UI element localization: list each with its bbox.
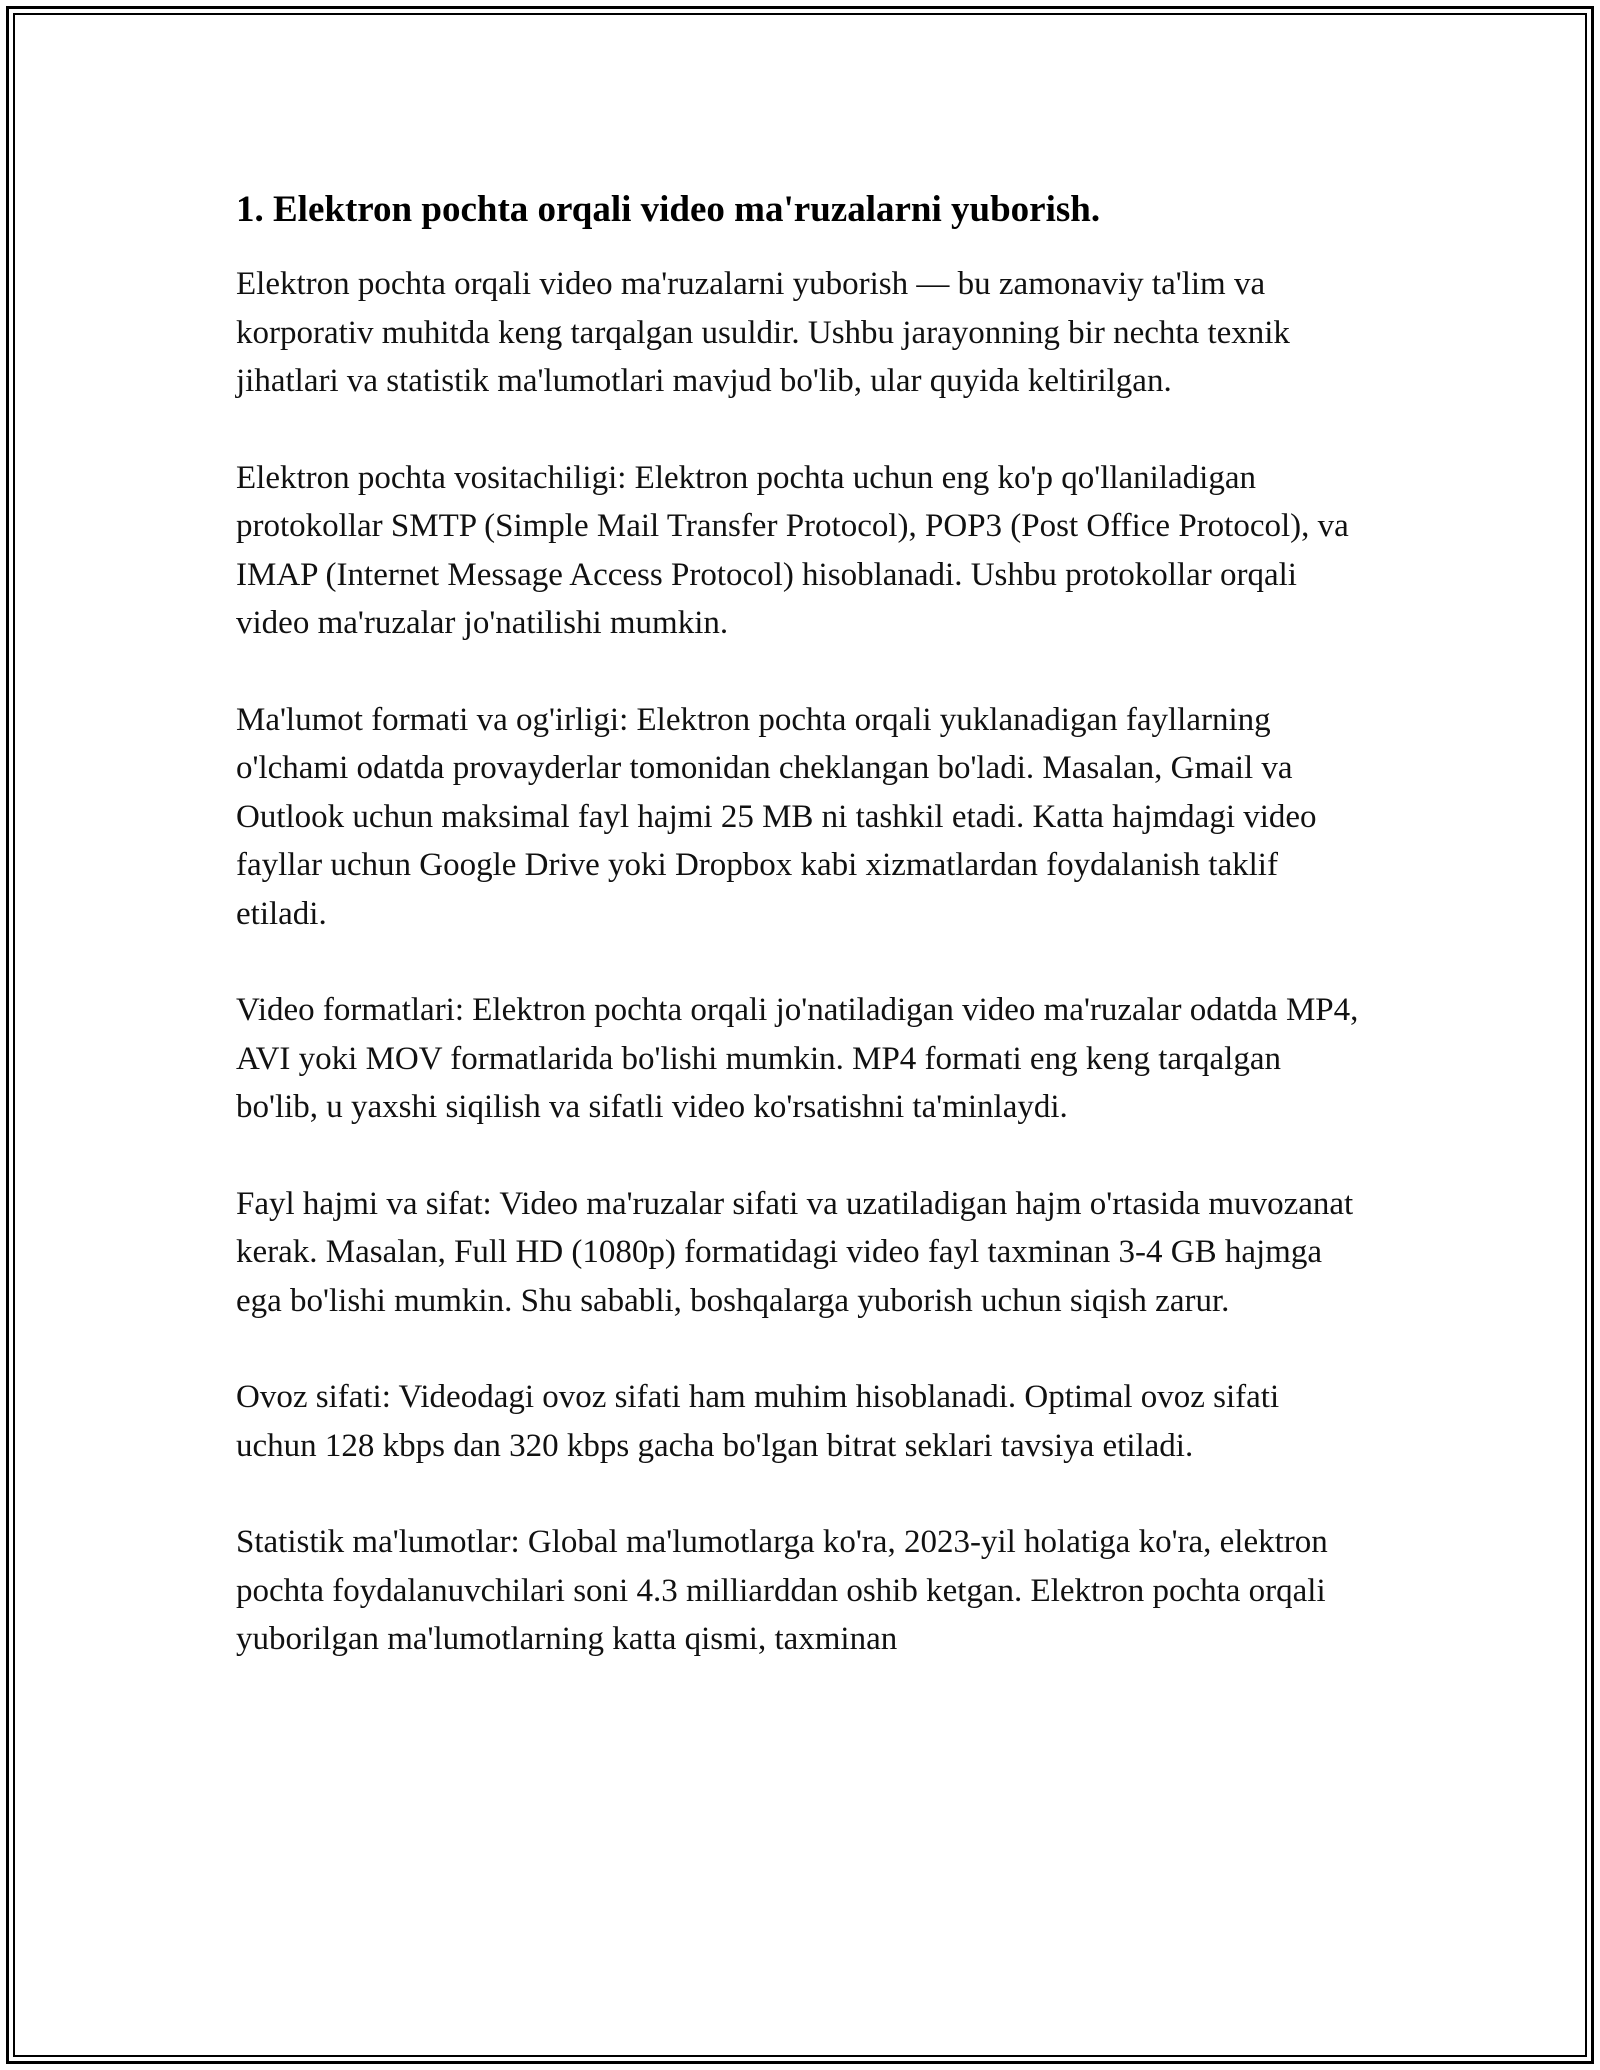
section-heading: 1. Elektron pochta orqali video ma'ruzalarni yuborish. — [236, 189, 1101, 230]
paragraph-intro: Elektron pochta orqali video ma'ruzalarni yuborish — bu zamonaviy ta'lim va korporativ muhitda keng tarqalgan usuldir. Ushbu jarayonning bir nechta texnik jihatlari va statistik ma'lumotlari mavjud bo'lib, ular quyida keltirilgan. — [236, 266, 1290, 399]
paragraph-file-size-limits: Ma'lumot formati va og'irligi: Elektron pochta orqali yuklanadigan fayllarning o'lchami odatda provayderlar tomonidan cheklangan bo'ladi. Masalan, Gmail va Outlook uchun maksimal fayl hajmi 25 MB ni tashkil etadi. Katta hajmdagi video fayllar uchun Google Drive yoki Dropbox kabi xizmatlardan foydalanish taklif etiladi. — [236, 701, 1317, 932]
document-body — [236, 186, 1366, 1664]
paragraph-size-and-quality: Fayl hajmi va sifat: Video ma'ruzalar sifati va uzatiladigan hajm o'rtasida muvozanat kerak. Masalan, Full HD (1080p) formatidagi video fayl taxminan 3-4 GB hajmga ega bo'lishi mumkin. Shu sababli, boshqalarga yuborish uchun siqish zarur. — [236, 1185, 1354, 1319]
paragraph-audio-quality: Ovoz sifati: Videodagi ovoz sifati ham muhim hisoblanadi. Optimal ovoz sifati uchun 128 kbps dan 320 kbps gacha bo'lgan bitrat seklari tavsiya etiladi. — [236, 1379, 1280, 1464]
paragraph-statistics: Statistik ma'lumotlar: Global ma'lumotlarga ko'ra, 2023-yil holatiga ko'ra, elektron pochta foydalanuvchilari soni 4.3 milliarddan oshib ketgan. Elektron pochta orqali yuborilgan ma'lumotlarning katta qismi, taxminan — [236, 1524, 1328, 1657]
paragraph-video-formats: Video formatlari: Elektron pochta orqali jo'natiladigan video ma'ruzalar odatda MP4, AVI yoki MOV formatlarida bo'lishi mumkin. MP4 formati eng keng tarqalgan bo'lib, u yaxshi siqilish va sifatli video ko'rsatishni ta'minlaydi. — [236, 992, 1359, 1125]
paragraph-email-protocols: Elektron pochta vositachiligi: Elektron pochta uchun eng ko'p qo'llaniladigan protokollar SMTP (Simple Mail Transfer Protocol), POP3 (Post Office Protocol), va IMAP (Internet Message Access Protocol) hisoblanadi. Ushbu protokollar orqali video ma'ruzalar jo'natilishi mumkin. — [236, 459, 1349, 641]
